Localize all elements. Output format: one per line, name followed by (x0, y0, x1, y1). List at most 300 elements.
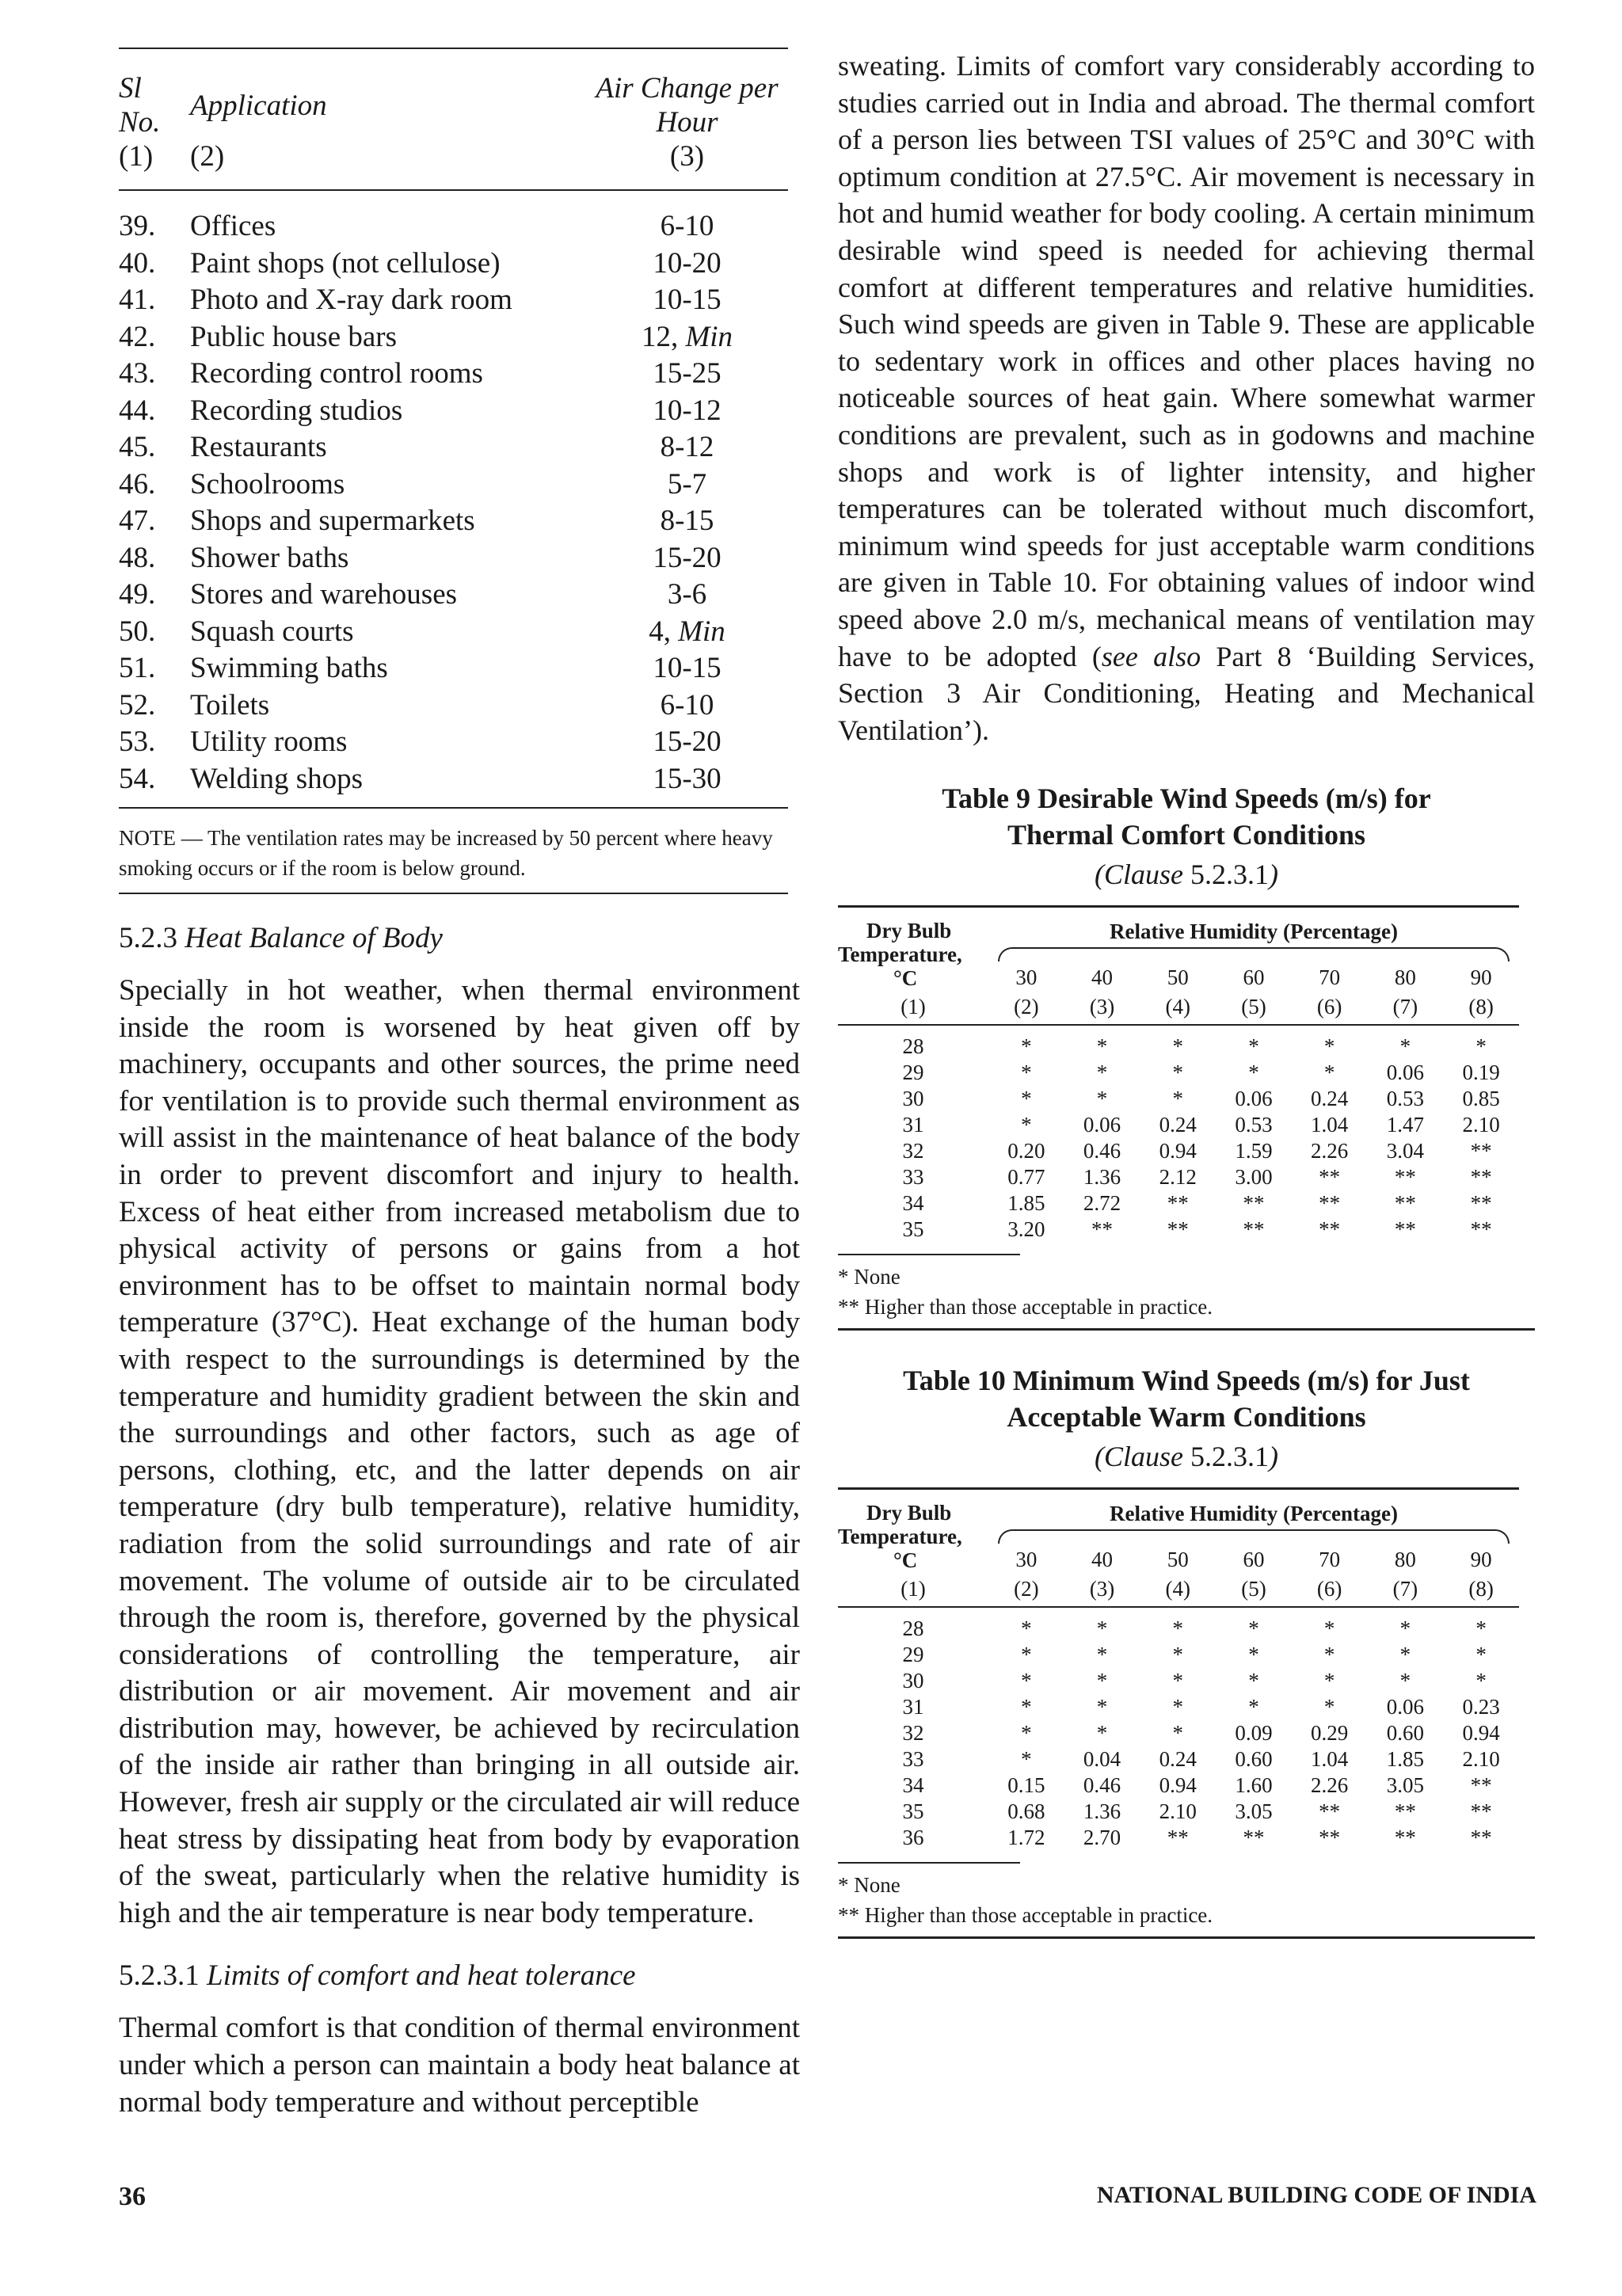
wind-speed-cell: * (1248, 1034, 1259, 1059)
air-change-cell (586, 190, 788, 246)
table10 (838, 1487, 1519, 1851)
wind-speed-cell: ** (1319, 1217, 1341, 1242)
air-change-value: 5-7 (667, 467, 707, 501)
air-change-cell (586, 393, 788, 430)
wind-speed-cell: * (1399, 1034, 1411, 1059)
wind-speed-cell: ** (1394, 1217, 1416, 1242)
wind-speed-cell: ** (1243, 1826, 1265, 1850)
application-cell: Squash courts (190, 615, 354, 648)
table-row (119, 190, 788, 246)
table9-col-number: (7) (1368, 990, 1444, 1025)
table10-note-higher: ** Higher than those acceptable in practice. (838, 1903, 1213, 1928)
wind-speed-cell: 0.68 (1007, 1799, 1045, 1824)
wind-speed-cell: 1.04 (1311, 1113, 1349, 1137)
wind-speed-cell: ** (1319, 1826, 1341, 1850)
table9-col-numbers (838, 990, 1519, 1025)
air-change-cell (586, 650, 788, 687)
section-paragraph: Specially in hot weather, when thermal environment inside the room is worsened by heat given off by machinery, occupants and other sources, the prime need for ventilation is to provide such thermal environment as will assist in the maintenance of heat balance of the body in order to prevent discomfort and injury to health. Excess of heat either from increased metabolism due to physical activity of persons or gains from a hot environment has to be offset to maintain normal body temperature (37°C). Heat exchange of the human body with respect to the surroundings is determined by the temperature and humidity gradient between the skin and the surroundings and other factors, such as age of persons, clothing, etc, and the latter depends on air temperature (dry bulb temperature), relative humidity, radiation from the solid surroundings and rate of air movement. The volume of outside air to be circulated through the room is, therefore, governed by the physical considerations of controlling the temperature, air distribution or air movement. Air movement and air distribution may, however, be achieved by recirculation of the inside air rather than bringing in all outside air. However, fresh air supply or the circulated air will reduce heat stress by dissipating heat from body by evaporation of the sweat, particularly when the relative humidity is high and the air temperature is near body temperature. (119, 974, 800, 1929)
wind-speed-cell: 2.70 (1083, 1826, 1121, 1850)
wind-speed-cell: * (1323, 1643, 1335, 1667)
sl-no-cell: 43. (119, 357, 156, 390)
table10-notes (838, 1862, 1535, 1939)
wind-speed-cell: * (1172, 1616, 1183, 1641)
table10-col-number: (7) (1368, 1572, 1444, 1607)
temperature-cell: 33 (902, 1747, 924, 1772)
table9-rh-value: 60 (1243, 965, 1265, 989)
wind-speed-cell: 1.60 (1235, 1773, 1273, 1798)
table-row (119, 246, 788, 283)
table9 (838, 905, 1519, 1243)
table10-col-number: (1) (838, 1572, 988, 1607)
wind-speed-cell: 0.53 (1235, 1113, 1273, 1137)
application-cell: Swimming baths (190, 652, 388, 684)
table-row (838, 1746, 1519, 1772)
air-change-cell (586, 319, 788, 356)
table10-rh-value: 90 (1470, 1547, 1492, 1571)
header-air-change: Air Change per Hour (586, 48, 788, 139)
sl-no-cell: 54. (119, 762, 156, 795)
application-cell: Photo and X-ray dark room (190, 284, 512, 316)
air-change-value: 10-20 (653, 246, 722, 280)
table10-title (838, 1362, 1535, 1435)
wind-speed-cell: * (1021, 1087, 1032, 1111)
ventilation-note: NOTE — The ventilation rates may be increased by 50 percent where heavy smoking occurs or if the room is below ground. (119, 807, 788, 894)
sl-no-cell: 44. (119, 394, 156, 427)
wind-speed-cell: ** (1167, 1191, 1189, 1216)
wind-speed-cell: * (1172, 1695, 1183, 1719)
table-row (119, 540, 788, 577)
col-num-3: (3) (586, 139, 788, 190)
table10-col-number: (8) (1443, 1572, 1519, 1607)
wind-speed-cell: ** (1319, 1165, 1341, 1190)
wind-speed-cell: * (1096, 1087, 1108, 1111)
air-change-value: 10-12 (653, 394, 722, 427)
temperature-cell: 35 (902, 1799, 924, 1824)
wind-speed-cell: * (1399, 1643, 1411, 1667)
table10-col-number: (5) (1216, 1572, 1292, 1607)
wind-speed-cell: * (1096, 1060, 1108, 1085)
table-row (838, 1825, 1519, 1851)
wind-speed-cell: * (1096, 1669, 1108, 1693)
table9-dry-bulb-l2: Temperature, (838, 942, 962, 967)
wind-speed-cell: 0.09 (1235, 1721, 1273, 1746)
wind-speed-cell: * (1021, 1616, 1032, 1641)
wind-speed-cell: 1.04 (1311, 1747, 1349, 1772)
air-change-cell (586, 282, 788, 319)
wind-speed-cell: ** (1470, 1165, 1492, 1190)
wind-speed-cell: ** (1319, 1191, 1341, 1216)
table-row (119, 429, 788, 466)
wind-speed-cell: * (1172, 1060, 1183, 1085)
col-num-1: (1) (119, 139, 190, 190)
sl-no-cell: 52. (119, 688, 156, 722)
page-number: 36 (119, 2182, 146, 2211)
wind-speed-cell: 1.36 (1083, 1165, 1121, 1190)
wind-speed-cell: * (1323, 1616, 1335, 1641)
table10-clause-word: Clause (1103, 1441, 1183, 1473)
temperature-cell: 32 (902, 1139, 924, 1163)
wind-speed-cell: 0.04 (1083, 1747, 1121, 1772)
table10-title-line2: Acceptable Warm Conditions (1007, 1401, 1366, 1434)
temperature-cell: 32 (902, 1721, 924, 1746)
header-sl-no: Sl No. (119, 48, 190, 139)
table10-brace (998, 1529, 1510, 1544)
application-cell: Welding shops (190, 762, 363, 795)
table-row (119, 503, 788, 540)
wind-speed-cell: 1.59 (1235, 1139, 1273, 1163)
sl-no-cell: 51. (119, 652, 156, 684)
table-row (838, 1607, 1519, 1642)
table9-col-number: (5) (1216, 990, 1292, 1025)
air-change-value: 4, (649, 615, 679, 648)
temperature-cell: 36 (902, 1826, 924, 1850)
table10-note-none: * None (838, 1862, 1020, 1900)
table-row (119, 761, 788, 808)
temperature-cell: 33 (902, 1165, 924, 1190)
air-change-value: 15-30 (653, 762, 722, 795)
table-row (838, 1190, 1519, 1217)
table-row (838, 1668, 1519, 1694)
subsection-number: 5.2.3.1 (119, 1959, 200, 1993)
table-row (838, 1217, 1519, 1243)
wind-speed-cell: * (1248, 1695, 1259, 1719)
air-change-cell (586, 246, 788, 283)
wind-speed-cell: * (1096, 1643, 1108, 1667)
wind-speed-cell: * (1172, 1087, 1183, 1111)
comfort-paragraph (838, 48, 1535, 748)
wind-speed-cell: 0.53 (1386, 1087, 1424, 1111)
wind-speed-cell: ** (1394, 1799, 1416, 1824)
wind-speed-cell: 0.23 (1462, 1695, 1500, 1719)
right-column (838, 48, 1535, 1939)
sl-no-cell: 42. (119, 320, 156, 353)
wind-speed-cell: 2.26 (1311, 1773, 1349, 1798)
air-change-cell (586, 503, 788, 540)
table10-clause-number: 5.2.3.1 (1190, 1441, 1269, 1473)
table-row (838, 1772, 1519, 1799)
sl-no-cell: 45. (119, 431, 156, 463)
air-change-value: 10-15 (653, 284, 722, 316)
table9-notes (838, 1254, 1535, 1331)
ventilation-table (119, 48, 788, 807)
col-num-2: (2) (190, 139, 586, 190)
table10-rh-value: 50 (1167, 1547, 1189, 1571)
table10-title-line1: Table 10 Minimum Wind Speeds (m/s) for Just (903, 1365, 1470, 1397)
wind-speed-cell: * (1021, 1747, 1032, 1772)
wind-speed-cell: 3.20 (1007, 1217, 1045, 1242)
wind-speed-cell: ** (1470, 1191, 1492, 1216)
air-change-value: 12, (641, 320, 686, 353)
table9-note-none: * None (838, 1254, 1020, 1292)
wind-speed-cell: 0.46 (1083, 1773, 1121, 1798)
wind-speed-cell: 0.94 (1159, 1773, 1197, 1798)
wind-speed-cell: * (1323, 1669, 1335, 1693)
table10-col-numbers (838, 1572, 1519, 1607)
air-change-value: 8-15 (660, 505, 714, 537)
application-cell: Restaurants (190, 431, 327, 463)
table-row (119, 577, 788, 614)
wind-speed-cell: * (1475, 1616, 1487, 1641)
table-row (119, 356, 788, 393)
wind-speed-cell: ** (1394, 1191, 1416, 1216)
subsection-paragraph: Thermal comfort is that condition of thermal environment under which a person can maintain a body heat balance at normal body temperature and without perceptible (119, 2012, 800, 2119)
air-change-value: 6-10 (660, 688, 714, 722)
application-cell: Recording studios (190, 394, 403, 427)
air-change-cell (586, 356, 788, 393)
wind-speed-cell: * (1096, 1616, 1108, 1641)
table9-col-number: (6) (1292, 990, 1368, 1025)
application-cell: Stores and warehouses (190, 578, 458, 611)
table9-clause-word: Clause (1103, 859, 1183, 891)
wind-speed-cell: 0.15 (1007, 1773, 1045, 1798)
table-row (119, 724, 788, 761)
wind-speed-cell: ** (1470, 1799, 1492, 1824)
left-column (119, 48, 800, 2121)
wind-speed-cell: * (1248, 1669, 1259, 1693)
wind-speed-cell: 0.94 (1159, 1139, 1197, 1163)
table-row (838, 1642, 1519, 1668)
temperature-cell: 31 (902, 1695, 924, 1719)
temperature-cell: 29 (902, 1060, 924, 1085)
wind-speed-cell: ** (1470, 1217, 1492, 1242)
comfort-paragraph-part1: sweating. Limits of comfort vary considerably according to studies carried out in India and abroad. The thermal comfort of a person lies between TSI values of 25°C and 30°C with optimum condition at 27.5°C. Air movement is necessary in hot and humid weather for body cooling. A certain minimum desirable wind speed is needed for achieving thermal comfort at different temperatures and relative humidities. Such wind speeds are given in Table 9. These are applicable to sedentary work in offices and other places having no noticeable sources of heat gain. Where somewhat warmer conditions are prevalent, such as in godowns and machine shops and work is of lighter intensity, and higher temperatures can be tolerated without much discomfort, minimum wind speeds for just acceptable warm conditions are given in Table 10. For obtaining values of indoor wind speed above 2.0 m/s, mechanical means of ventilation may have to be adopted ( (838, 50, 1535, 672)
temperature-cell: 30 (902, 1087, 924, 1111)
temperature-cell: 28 (902, 1616, 924, 1641)
sl-no-cell: 39. (119, 210, 156, 242)
table9-dry-bulb-header (838, 907, 988, 991)
wind-speed-cell: 0.60 (1235, 1747, 1273, 1772)
wind-speed-cell: ** (1394, 1826, 1416, 1850)
table10-rh-value: 40 (1091, 1547, 1114, 1571)
temperature-cell: 28 (902, 1034, 924, 1059)
table9-brace (998, 947, 1510, 961)
table9-rh-header-text: Relative Humidity (Percentage) (1110, 919, 1398, 943)
wind-speed-cell: * (1172, 1669, 1183, 1693)
table-row (119, 614, 788, 651)
wind-speed-cell: 0.24 (1159, 1113, 1197, 1137)
wind-speed-cell: * (1021, 1034, 1032, 1059)
section-heading-5-2-3 (119, 921, 800, 955)
wind-speed-cell: * (1172, 1034, 1183, 1059)
wind-speed-cell: 2.10 (1462, 1747, 1500, 1772)
wind-speed-cell: ** (1319, 1799, 1341, 1824)
wind-speed-cell: * (1323, 1695, 1335, 1719)
table9-rh-value: 90 (1470, 965, 1492, 989)
wind-speed-cell: * (1021, 1643, 1032, 1667)
ventilation-table-body (119, 190, 788, 807)
table9-rh-value: 50 (1167, 965, 1189, 989)
wind-speed-cell: ** (1394, 1165, 1416, 1190)
table10-rh-value: 60 (1243, 1547, 1265, 1571)
table9-rh-header (988, 907, 1519, 962)
sl-no-cell: 40. (119, 246, 156, 280)
air-change-value: 3-6 (667, 578, 707, 611)
table-row (838, 1138, 1519, 1164)
table-row (119, 282, 788, 319)
table9-clause-number: 5.2.3.1 (1190, 859, 1269, 891)
table10-rh-value: 30 (1015, 1547, 1038, 1571)
wind-speed-cell: * (1248, 1060, 1259, 1085)
table-row (119, 650, 788, 687)
table9-rh-value: 30 (1015, 965, 1038, 989)
wind-speed-cell: * (1096, 1695, 1108, 1719)
table10-body (838, 1607, 1519, 1851)
wind-speed-cell: * (1399, 1669, 1411, 1693)
application-cell: Shops and supermarkets (190, 505, 475, 537)
wind-speed-cell: 0.60 (1386, 1721, 1424, 1746)
air-change-cell (586, 577, 788, 614)
wind-speed-cell: 0.06 (1083, 1113, 1121, 1137)
table10-dry-bulb-l1: Dry Bulb (866, 1501, 952, 1525)
table9-title (838, 780, 1535, 853)
application-cell: Utility rooms (190, 725, 348, 758)
section-heading-5-2-3-1 (119, 1959, 800, 1993)
table9-note-higher: ** Higher than those acceptable in practice. (838, 1295, 1213, 1319)
sl-no-cell: 47. (119, 505, 156, 537)
sl-no-cell: 50. (119, 615, 156, 648)
wind-speed-cell: 0.06 (1235, 1087, 1273, 1111)
application-cell: Toilets (190, 688, 270, 722)
table9-dry-bulb-l3: °C (893, 966, 918, 991)
wind-speed-cell: 2.10 (1159, 1799, 1197, 1824)
temperature-cell: 30 (902, 1669, 924, 1693)
wind-speed-cell: 0.29 (1311, 1721, 1349, 1746)
table10-dry-bulb-l3: °C (893, 1548, 918, 1573)
wind-speed-cell: 3.00 (1235, 1165, 1273, 1190)
air-change-cell (586, 540, 788, 577)
wind-speed-cell: * (1021, 1060, 1032, 1085)
air-change-cell (586, 687, 788, 725)
wind-speed-cell: ** (1243, 1191, 1265, 1216)
wind-speed-cell: ** (1167, 1217, 1189, 1242)
air-change-cell (586, 614, 788, 651)
sl-no-cell: 49. (119, 578, 156, 611)
wind-speed-cell: 0.24 (1159, 1747, 1197, 1772)
table-row (838, 1694, 1519, 1720)
table-row (838, 1086, 1519, 1112)
table10-col-number: (6) (1292, 1572, 1368, 1607)
table10-col-number: (3) (1064, 1572, 1140, 1607)
section-number: 5.2.3 (119, 922, 177, 954)
air-change-cell (586, 466, 788, 504)
wind-speed-cell: 3.05 (1386, 1773, 1424, 1798)
wind-speed-cell: 2.72 (1083, 1191, 1121, 1216)
application-cell: Recording control rooms (190, 357, 483, 390)
table-row (838, 1164, 1519, 1190)
wind-speed-cell: * (1323, 1060, 1335, 1085)
min-label: Min (685, 320, 733, 353)
air-change-value: 6-10 (660, 210, 714, 242)
table10-rh-value: 80 (1394, 1547, 1416, 1571)
table9-rh-value: 40 (1091, 965, 1114, 989)
wind-speed-cell: 2.10 (1462, 1113, 1500, 1137)
wind-speed-cell: * (1021, 1113, 1032, 1137)
application-cell: Paint shops (not cellulose) (190, 246, 501, 280)
wind-speed-cell: * (1021, 1695, 1032, 1719)
air-change-value: 10-15 (653, 652, 722, 684)
wind-speed-cell: * (1399, 1616, 1411, 1641)
wind-speed-cell: 0.85 (1462, 1087, 1500, 1111)
wind-speed-cell: ** (1243, 1217, 1265, 1242)
header-application: Application (190, 48, 586, 139)
table9-col-number: (4) (1140, 990, 1216, 1025)
table10-clause: (Clause 5.2.3.1) (1094, 1441, 1278, 1473)
table9-col-number: (3) (1064, 990, 1140, 1025)
air-change-value: 15-20 (653, 725, 722, 758)
wind-speed-cell: 2.26 (1311, 1139, 1349, 1163)
wind-speed-cell: ** (1470, 1139, 1492, 1163)
wind-speed-cell: 1.72 (1007, 1826, 1045, 1850)
table9-col-number: (8) (1443, 990, 1519, 1025)
application-cell: Shower baths (190, 541, 349, 574)
temperature-cell: 34 (902, 1191, 924, 1216)
temperature-cell: 34 (902, 1773, 924, 1798)
air-change-cell (586, 724, 788, 761)
table9-title-line1: Table 9 Desirable Wind Speeds (m/s) for (942, 782, 1431, 815)
wind-speed-cell: 1.47 (1386, 1113, 1424, 1137)
wind-speed-cell: 3.04 (1386, 1139, 1424, 1163)
table9-col-number: (2) (988, 990, 1064, 1025)
table-row (838, 1720, 1519, 1746)
wind-speed-cell: * (1475, 1034, 1487, 1059)
table-row (119, 687, 788, 725)
air-change-cell (586, 429, 788, 466)
temperature-cell: 31 (902, 1113, 924, 1137)
air-change-value: 15-20 (653, 541, 722, 574)
wind-speed-cell: ** (1470, 1773, 1492, 1798)
table-row (838, 1025, 1519, 1060)
table-row (119, 466, 788, 504)
table10-dry-bulb-header (838, 1489, 988, 1573)
wind-speed-cell: 0.20 (1007, 1139, 1045, 1163)
wind-speed-cell: 0.46 (1083, 1139, 1121, 1163)
air-change-cell (586, 761, 788, 808)
table-row (838, 1799, 1519, 1825)
sl-no-cell: 53. (119, 725, 156, 758)
wind-speed-cell: * (1248, 1616, 1259, 1641)
temperature-cell: 29 (902, 1643, 924, 1667)
wind-speed-cell: 0.24 (1311, 1087, 1349, 1111)
air-change-value: 8-12 (660, 431, 714, 463)
wind-speed-cell: 0.19 (1462, 1060, 1500, 1085)
wind-speed-cell: * (1021, 1721, 1032, 1746)
table9-rh-value: 70 (1319, 965, 1341, 989)
air-change-value: 15-25 (653, 357, 722, 390)
table10-rh-header (988, 1489, 1519, 1544)
wind-speed-cell: * (1096, 1721, 1108, 1746)
wind-speed-cell: 3.05 (1235, 1799, 1273, 1824)
wind-speed-cell: * (1323, 1034, 1335, 1059)
wind-speed-cell: 1.85 (1386, 1747, 1424, 1772)
wind-speed-cell: * (1172, 1643, 1183, 1667)
table10-col-number: (2) (988, 1572, 1064, 1607)
table-row (838, 1112, 1519, 1138)
table10-rh-value: 70 (1319, 1547, 1341, 1571)
wind-speed-cell: 1.36 (1083, 1799, 1121, 1824)
table9-rh-value: 80 (1394, 965, 1416, 989)
temperature-cell: 35 (902, 1217, 924, 1242)
section-title: Heat Balance of Body (185, 922, 443, 954)
min-label: Min (678, 615, 725, 648)
see-also-italic: see also (1101, 640, 1201, 672)
wind-speed-cell: 2.12 (1159, 1165, 1197, 1190)
wind-speed-cell: * (1475, 1643, 1487, 1667)
comfort-paragraph-part2: Part 8 ‘Building Services, Section 3 Air Conditioning, Heating and Mechanical Ventilation’). (838, 640, 1536, 746)
sl-no-cell: 48. (119, 541, 156, 574)
application-cell: Public house bars (190, 320, 398, 353)
table9-col-number: (1) (838, 990, 988, 1025)
table9-body (838, 1025, 1519, 1243)
